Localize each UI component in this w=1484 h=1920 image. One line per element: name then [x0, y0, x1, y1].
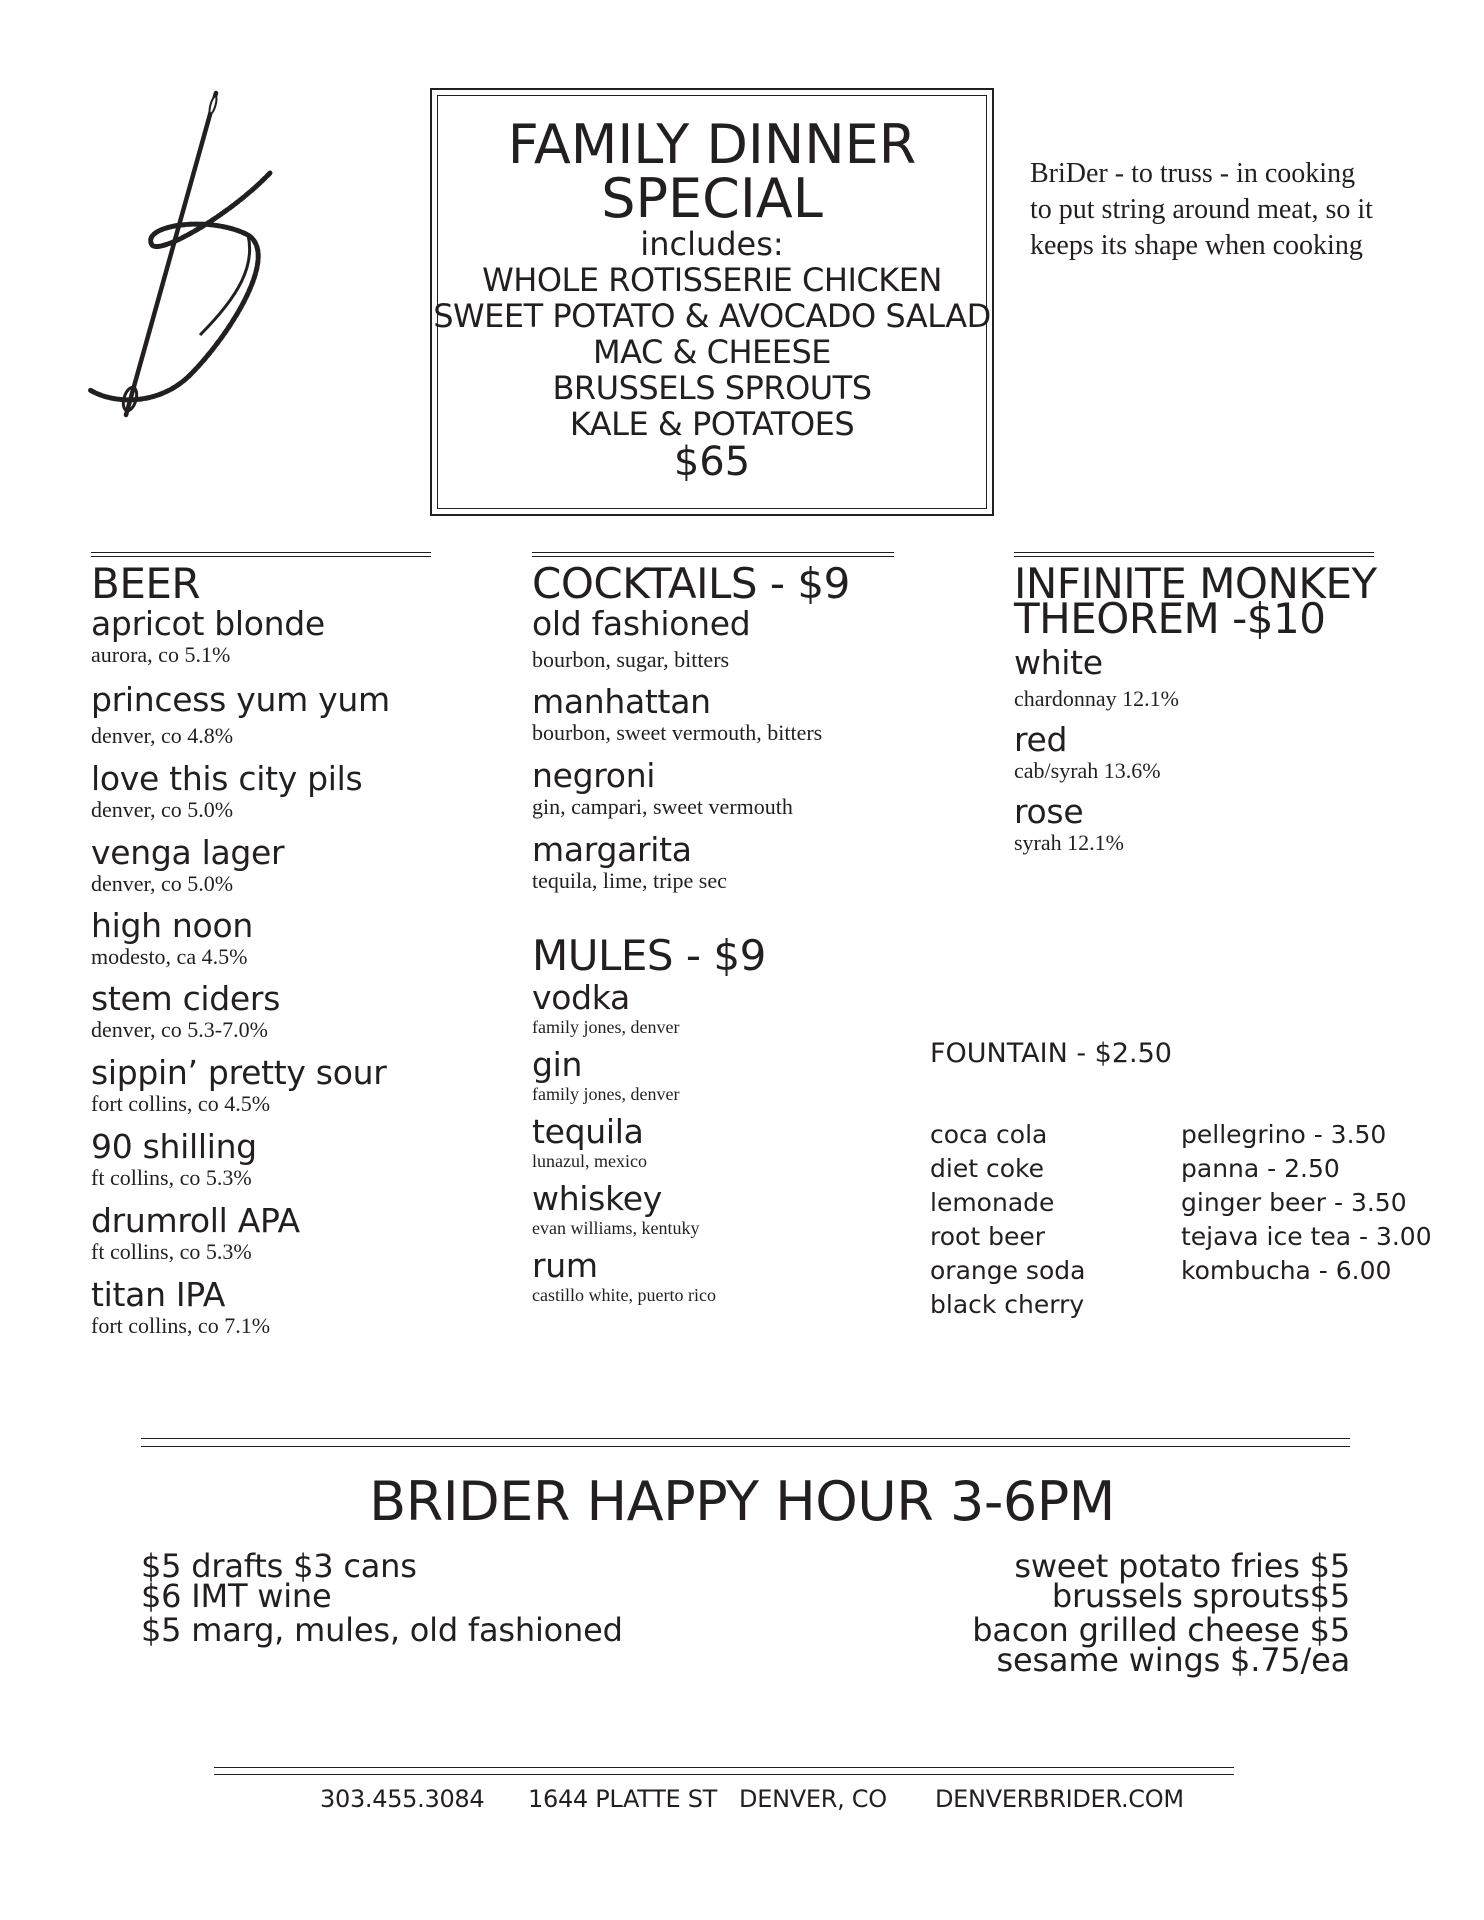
list-item [91, 835, 431, 905]
list-item: coca cola [930, 1120, 1048, 1149]
special-includes-label: includes: [640, 225, 784, 263]
list-item: $5 marg, mules, old fashioned [141, 1611, 623, 1649]
list-item [532, 758, 892, 828]
beer-rule [91, 552, 431, 557]
happy-hour-title: BRIDER HAPPY HOUR 3-6PM [369, 1470, 1115, 1533]
beer-desc: aurora, co 5.1% [91, 642, 231, 667]
beer-name: high noon [91, 906, 253, 945]
cocktails-list [532, 606, 892, 902]
beer-name: princess yum yum [91, 680, 390, 719]
beer-desc: denver, co 5.0% [91, 797, 234, 822]
list-item: root beer [930, 1222, 1045, 1251]
list-item: tejava ice tea - 3.00 [1181, 1222, 1432, 1251]
happy-hour-rule [141, 1438, 1350, 1447]
special-item: WHOLE ROTISSERIE CHICKEN [482, 261, 942, 299]
cocktail-desc: bourbon, sweet vermouth, bitters [532, 720, 823, 745]
list-item: pellegrino - 3.50 [1181, 1120, 1387, 1149]
list-item: $5 drafts $3 cans [141, 1547, 417, 1585]
cocktail-name: margarita [532, 830, 692, 869]
list-item [532, 832, 892, 902]
list-item: ginger beer - 3.50 [1181, 1188, 1407, 1217]
brider-logo [80, 85, 280, 430]
list-item [532, 684, 892, 754]
list-item [91, 1055, 431, 1125]
mule-name: whiskey [532, 1179, 662, 1218]
mule-desc: castillo white, puerto rico [532, 1285, 716, 1305]
wine-name: red [1014, 720, 1068, 759]
footer-website: DENVERBRIDER.COM [935, 1785, 1184, 1813]
beer-desc: modesto, ca 4.5% [91, 944, 248, 969]
mule-name: vodka [532, 978, 630, 1017]
mule-desc: family jones, denver [532, 1084, 680, 1104]
list-item [91, 761, 431, 831]
wine-desc: syrah 12.1% [1014, 830, 1124, 855]
footer-rule [214, 1767, 1234, 1775]
mule-name: rum [532, 1246, 598, 1285]
happy-hour-drinks [141, 1547, 623, 1649]
beer-name: 90 shilling [91, 1127, 257, 1166]
list-item: orange soda [930, 1256, 1086, 1285]
beer-name: apricot blonde [91, 604, 325, 643]
list-item [532, 980, 892, 1047]
list-item [1014, 645, 1374, 720]
special-content [432, 113, 992, 485]
list-item [91, 682, 431, 757]
mule-desc: lunazul, mexico [532, 1151, 647, 1171]
mules-list [532, 980, 892, 1315]
beer-desc: denver, co 5.3-7.0% [91, 1017, 268, 1042]
wine-title-line2: THEOREM -$10 [1014, 594, 1326, 643]
beer-desc: fort collins, co 4.5% [91, 1091, 271, 1116]
list-item: brussels sprouts$5 [1051, 1577, 1350, 1615]
fountain-title: FOUNTAIN - $2.50 [930, 1038, 1172, 1069]
list-item [532, 1181, 892, 1248]
beer-name: drumroll APA [91, 1201, 300, 1240]
list-item: sesame wings $.75/ea [996, 1641, 1350, 1679]
list-item: black cherry [930, 1290, 1085, 1319]
list-item [1014, 794, 1374, 864]
family-dinner-special-box [430, 88, 994, 516]
list-item [91, 908, 431, 978]
cocktail-name: manhattan [532, 682, 711, 721]
beer-name: love this city pils [91, 759, 363, 798]
beer-list [91, 606, 431, 1347]
list-item [91, 1203, 431, 1273]
list-item: diet coke [930, 1154, 1044, 1183]
wine-title-line1: INFINITE MONKEY [1014, 559, 1377, 608]
cocktails-rule [532, 552, 894, 557]
wine-rule [1014, 552, 1374, 557]
list-item [91, 606, 431, 676]
mules-title: MULES - $9 [532, 931, 766, 980]
list-item [532, 1248, 892, 1315]
wine-list [1014, 645, 1374, 864]
special-price: $65 [673, 439, 751, 485]
brider-definition: BriDer - to truss - in cooking to put string around meat, so it keeps its shape when cooking [1030, 158, 1373, 261]
list-item: panna - 2.50 [1181, 1154, 1340, 1183]
list-item: bacon grilled cheese $5 [972, 1611, 1350, 1649]
fountain-left-list [930, 1118, 1160, 1322]
wine-name: rose [1014, 792, 1084, 831]
cocktail-desc: gin, campari, sweet vermouth [532, 794, 793, 819]
list-item [532, 606, 892, 680]
beer-name: sippin’ pretty sour [91, 1053, 387, 1092]
list-item: lemonade [930, 1188, 1055, 1217]
special-item: BRUSSELS SPROUTS [552, 369, 872, 407]
fountain-right-list [1181, 1118, 1461, 1288]
wine-desc: cab/syrah 13.6% [1014, 758, 1161, 783]
special-title-line2: SPECIAL [601, 167, 823, 230]
list-item [91, 981, 431, 1051]
special-title-line1: FAMILY DINNER [507, 113, 917, 176]
list-item: $6 IMT wine [141, 1577, 332, 1615]
cocktail-desc: bourbon, sugar, bitters [532, 647, 730, 672]
footer-address: 1644 PLATTE ST DENVER, CO [528, 1785, 887, 1813]
list-item [1014, 722, 1374, 792]
list-item [532, 1047, 892, 1114]
special-item: SWEET POTATO & AVOCADO SALAD [433, 297, 991, 335]
mule-name: tequila [532, 1112, 644, 1151]
list-item [91, 1129, 431, 1199]
beer-desc: fort collins, co 7.1% [91, 1313, 271, 1338]
list-item: sweet potato fries $5 [1014, 1547, 1350, 1585]
happy-hour-food [900, 1547, 1350, 1679]
wine-name: white [1014, 643, 1103, 682]
beer-desc: ft collins, co 5.3% [91, 1239, 252, 1264]
cocktails-title: COCKTAILS - $9 [532, 559, 850, 608]
cocktail-name: negroni [532, 756, 656, 795]
list-item [91, 1277, 431, 1347]
beer-desc: denver, co 4.8% [91, 723, 234, 748]
beer-desc: denver, co 5.0% [91, 871, 234, 896]
mule-desc: evan williams, kentuky [532, 1218, 700, 1238]
beer-desc: ft collins, co 5.3% [91, 1165, 252, 1190]
beer-name: titan IPA [91, 1275, 226, 1314]
beer-name: stem ciders [91, 979, 281, 1018]
special-item: MAC & CHEESE [593, 333, 831, 371]
cocktail-desc: tequila, lime, tripe sec [532, 868, 727, 893]
beer-name: venga lager [91, 833, 285, 872]
mule-desc: family jones, denver [532, 1017, 680, 1037]
list-item: kombucha - 6.00 [1181, 1256, 1392, 1285]
cocktail-name: old fashioned [532, 604, 751, 643]
mule-name: gin [532, 1045, 583, 1084]
special-item: KALE & POTATOES [569, 405, 855, 443]
list-item [532, 1114, 892, 1181]
beer-title: BEER [91, 559, 201, 608]
footer-phone: 303.455.3084 [320, 1785, 485, 1813]
wine-desc: chardonnay 12.1% [1014, 686, 1179, 711]
